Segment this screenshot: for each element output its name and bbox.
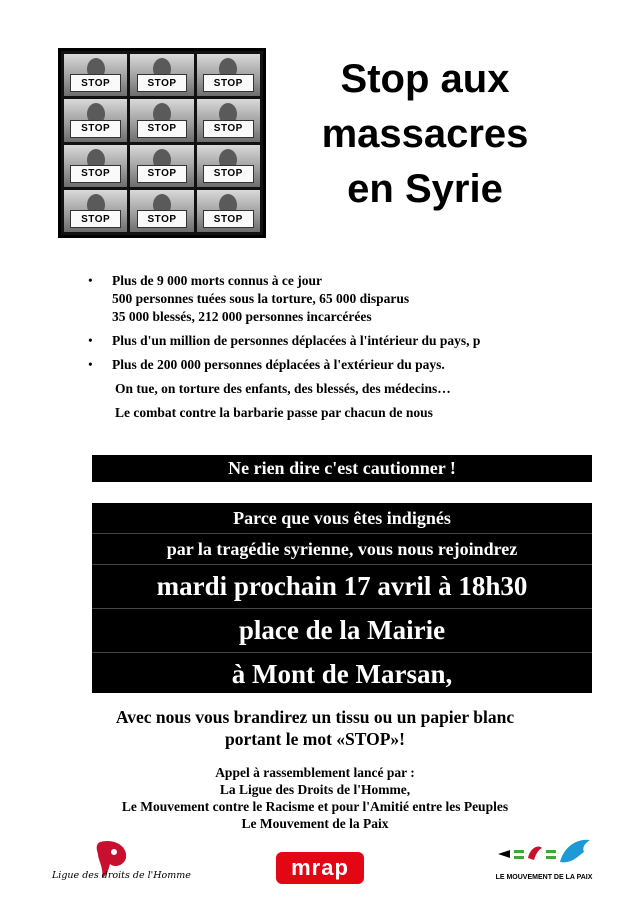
- mrap-logo: mrap: [276, 852, 364, 884]
- mouvement-paix-logo: [494, 834, 594, 884]
- photo-tile: [197, 54, 260, 96]
- title-line: en Syrie: [347, 167, 503, 211]
- stop-sign: STOP: [203, 74, 254, 92]
- stop-sign: STOP: [137, 210, 188, 228]
- photo-tile: [64, 54, 127, 96]
- bullet-icon: •: [88, 333, 93, 348]
- photo-tile: [197, 145, 260, 187]
- slogan-banner: Ne rien dire c'est cautionner !: [92, 455, 592, 482]
- call-to-action: [0, 706, 630, 750]
- stop-sign: STOP: [137, 165, 188, 183]
- stop-sign: STOP: [70, 120, 121, 138]
- list-item: [88, 356, 568, 374]
- stop-sign: STOP: [70, 165, 121, 183]
- list-item: [88, 272, 568, 326]
- event-place: place de la Mairie: [92, 609, 592, 653]
- stop-sign: STOP: [137, 74, 188, 92]
- photo-tile: [197, 99, 260, 141]
- cta-line: Avec nous vous brandirez un tissu ou un papier blanc: [115, 707, 515, 727]
- bullet-icon: •: [88, 273, 93, 288]
- event-city: à Mont de Marsan,: [231, 659, 453, 689]
- fact-line: 500 personnes tuées sous la torture, 65 000 disparus: [112, 291, 410, 306]
- event-line: Parce que vous êtes indignés: [92, 503, 592, 534]
- stop-sign: STOP: [203, 120, 254, 138]
- fact-line: 35 000 blessés, 212 000 personnes incarcérées: [112, 309, 372, 324]
- photo-tile: [197, 190, 260, 232]
- mdp-logo-text: LE MOUVEMENT DE LA PAIX: [495, 874, 593, 881]
- stop-sign: STOP: [203, 210, 254, 228]
- statement-line: On tue, on torture des enfants, des blessés, des médecins…: [115, 381, 451, 396]
- organizers-line: La Ligue des Droits de l'Homme,: [219, 782, 411, 797]
- event-line: par la tragédie syrienne, vous nous rejoindrez: [92, 534, 592, 565]
- photo-tile: [130, 99, 193, 141]
- photo-tile: [130, 54, 193, 96]
- title-line: massacres: [321, 112, 529, 156]
- event-date: mardi prochain 17 avril à 18h30: [92, 565, 592, 609]
- stop-sign: STOP: [137, 120, 188, 138]
- cta-line: portant le mot «STOP»!: [224, 729, 406, 749]
- photo-tile: [64, 190, 127, 232]
- fact-line: Plus de 9 000 morts connus à ce jour: [112, 273, 322, 288]
- fact-line: Plus d'un million de personnes déplacées à l'intérieur du pays, p: [112, 333, 481, 348]
- photo-tile: [130, 145, 193, 187]
- photo-tile: [130, 190, 193, 232]
- facts-list: [88, 272, 568, 422]
- organizers-line: Le Mouvement de la Paix: [241, 816, 389, 831]
- fact-line: Plus de 200 000 personnes déplacées à l'extérieur du pays.: [112, 357, 445, 372]
- photo-tile: [64, 99, 127, 141]
- bullet-icon: •: [88, 357, 93, 372]
- stop-sign: STOP: [203, 165, 254, 183]
- organizers-line: Le Mouvement contre le Racisme et pour l'Amitié entre les Peuples: [121, 799, 509, 814]
- list-item: [88, 332, 568, 350]
- organizers-line: Appel à rassemblement lancé par :: [215, 765, 415, 780]
- stop-sign: STOP: [70, 210, 121, 228]
- stop-sign: STOP: [70, 74, 121, 92]
- organizers: [0, 764, 630, 832]
- title-line: Stop aux: [340, 57, 510, 101]
- ldh-logo-text: Ligue des droits de l'Homme: [52, 870, 191, 881]
- page-title: [300, 52, 550, 217]
- photo-tile: [64, 145, 127, 187]
- ldh-logo: [52, 838, 192, 894]
- statement-line: Le combat contre la barbarie passe par chacun de nous: [115, 405, 433, 420]
- stop-photo-collage: [58, 48, 266, 238]
- event-banner: [92, 503, 592, 693]
